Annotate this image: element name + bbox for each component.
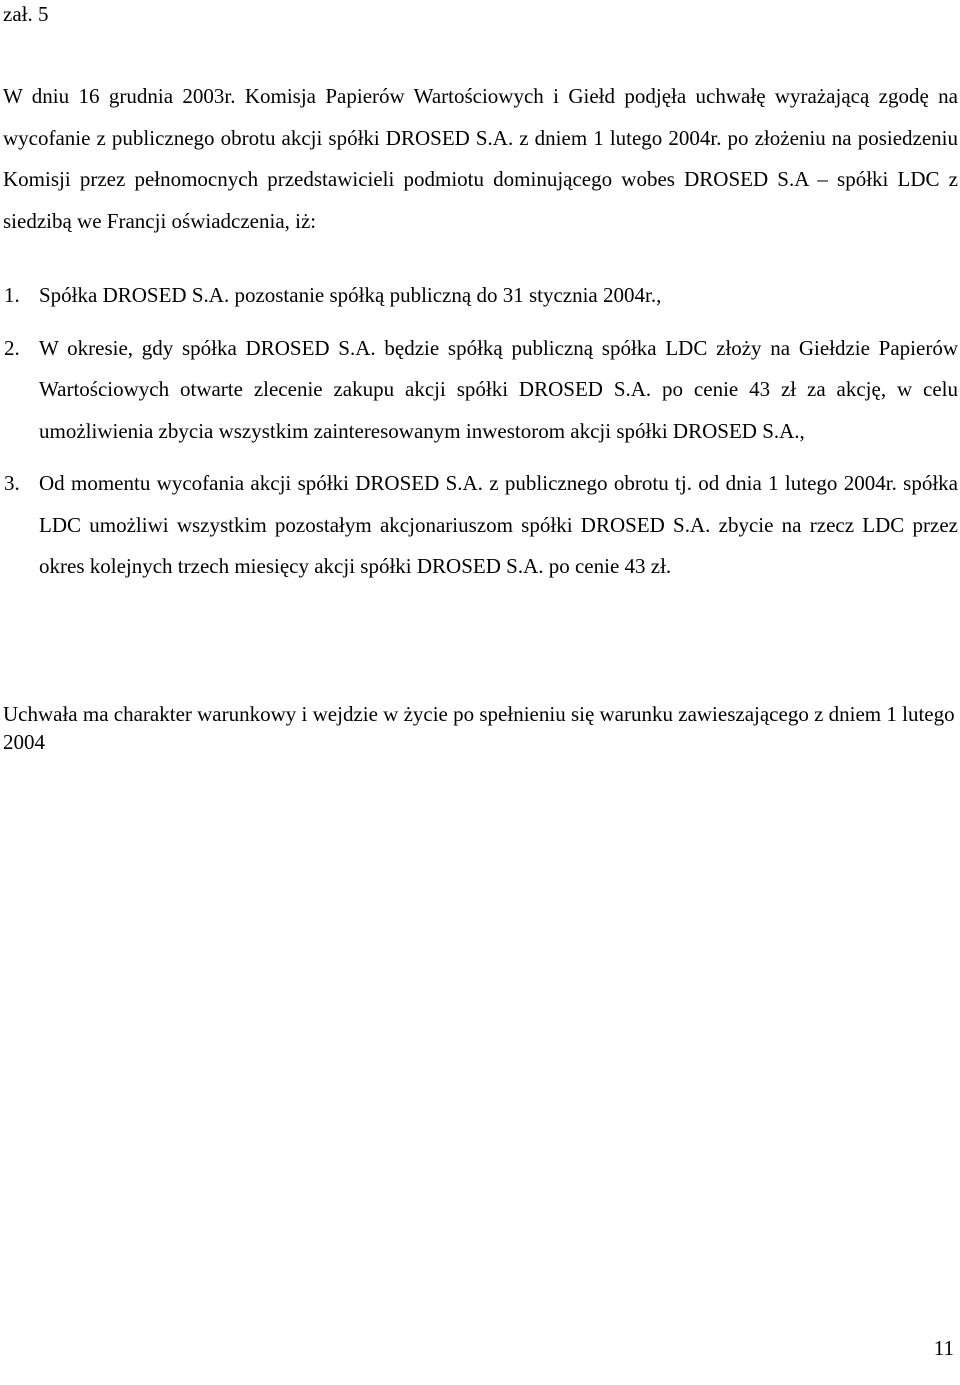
list-item-text: Spółka DROSED S.A. pozostanie spółką publiczną do 31 stycznia 2004r., xyxy=(39,283,662,307)
attachment-label: zał. 5 xyxy=(3,2,49,26)
list-item-number: 3. xyxy=(4,471,20,495)
list-item-text: Od momentu wycofania akcji spółki DROSED S.A. z publicznego obrotu tj. od dnia 1 lutego 2004r. spółka LDC umożliwi wszystkim pozostałym akcjonariuszom spółki DROSED S.A. zbycie na rzecz LDC przez okres kolejnych trzech miesięcy akcji spółki DROSED S.A. po cenie 43 zł. xyxy=(39,471,958,578)
list-item xyxy=(4,275,958,317)
intro-paragraph: W dniu 16 grudnia 2003r. Komisja Papierów Wartościowych i Giełd podjęła uchwałę wyrażającą zgodę na wycofanie z publicznego obrotu akcji spółki DROSED S.A. z dniem 1 lutego 2004r. po złożeniu na posiedzeniu Komisji przez pełnomocnych przedstawicieli podmiotu dominującego wobes DROSED S.A – spółki LDC z siedzibą we Francji oświadczenia, iż: xyxy=(3,84,958,233)
closing-paragraph: Uchwała ma charakter warunkowy i wejdzie w życie po spełnieniu się warunku zawieszającego z dniem 1 lutego 2004 xyxy=(3,702,955,754)
declarations-list xyxy=(4,275,958,588)
list-item xyxy=(4,463,958,588)
list-item xyxy=(4,328,958,453)
list-item-number: 2. xyxy=(4,335,20,360)
page-number: 11 xyxy=(933,1336,954,1360)
list-item-text: W okresie, gdy spółka DROSED S.A. będzie spółką publiczną spółka LDC złoży na Giełdzie Papierów Wartościowych otwarte zlecenie zakupu akcji spółki DROSED S.A. po cenie 43 zł za akcję, w celu umożliwienia zbycia wszystkim zainteresowanym inwestorom akcji spółki DROSED S.A., xyxy=(39,335,958,443)
list-item-number: 1. xyxy=(4,283,20,307)
